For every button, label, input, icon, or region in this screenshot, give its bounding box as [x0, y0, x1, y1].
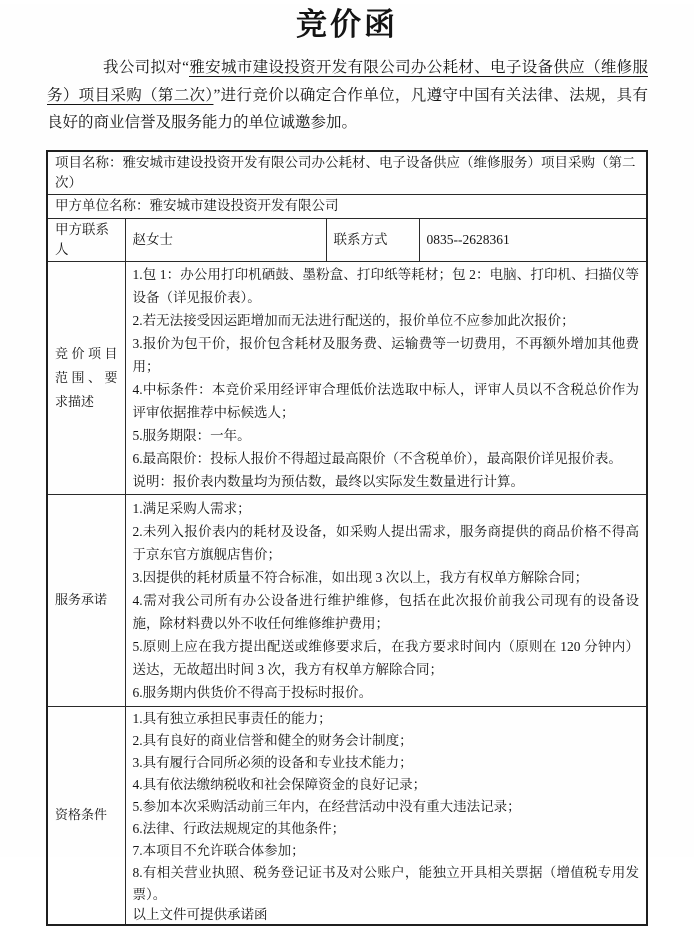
list-item: 4.具有依法缴纳税收和社会保障资金的良好记录；	[132, 776, 427, 792]
qualification-content-cell	[125, 706, 647, 925]
project-name-cell: 项目名称：雅安城市建设投资开发有限公司办公耗材、电子设备供应（维修服务）项目采购（第二次）	[47, 151, 647, 195]
list-item: 3.因提供的耗材质量不符合标准，如出现 3 次以上，我方有权单方解除合同；	[132, 569, 589, 585]
contact-label-cell: 甲方联系人	[47, 218, 125, 261]
scope-content-cell	[125, 261, 647, 494]
table-row	[47, 706, 647, 925]
qualification-label-cell: 资格条件	[47, 706, 125, 925]
intro-text: ”进行竞价以确定合作单位，凡遵守中国有关法律、法规，具有良好的商业信誉及服务能力的单位诚邀参加。	[47, 86, 648, 131]
contact-method-label-cell: 联系方式	[326, 218, 419, 261]
bid-info-table	[46, 150, 648, 926]
list-item: 6.最高限价：投标人报价不得超过最高限价（不含税单价），最高限价详见报价表。	[132, 450, 622, 466]
table-row	[47, 494, 647, 706]
list-item: 8.有相关营业执照、税务登记证书及对公账户，能独立开具相关票据（增值税专用发票）。	[132, 864, 639, 902]
table-row	[47, 194, 647, 218]
document-title: 竞价函	[296, 7, 398, 42]
list-item: 3.具有履行合同所必须的设备和专业技术能力；	[132, 754, 413, 770]
list-item: 2.若无法接受因运距增加而无法进行配送的，报价单位不应参加此次报价；	[132, 312, 575, 328]
list-item: 4.需对我公司所有办公设备进行维护维修，包括在此次报价前我公司现有的设备设施，除材料费以外不收任何维修维护费用；	[132, 592, 639, 631]
list-item: 1.满足采购人需求；	[132, 500, 251, 516]
table-row	[47, 151, 647, 195]
list-item: 4.中标条件：本竞价采用经评审合理低价法选取中标人，评审人员以不含税总价作为评审依据推荐中标候选人；	[132, 381, 639, 420]
document-page	[0, 4, 694, 922]
list-item: 2.具有良好的商业信誉和健全的财务会计制度；	[132, 732, 413, 748]
contact-phone-cell: 0835--2628361	[419, 218, 647, 261]
list-item: 说明：报价表内数量均为预估数，最终以实际发生数量进行计算。	[132, 473, 524, 489]
service-label-cell: 服务承诺	[47, 494, 125, 706]
intro-paragraph	[47, 54, 648, 137]
list-item: 2.未列入报价表内的耗材及设备，如采购人提出需求，服务商提供的商品价格不得高于京东官方旗舰店售价；	[132, 523, 639, 562]
table-row	[47, 261, 647, 494]
list-item: 3.报价为包干价，报价包含耗材及服务费、运输费等一切费用，不再额外增加其他费用；	[132, 335, 639, 374]
list-item: 6.服务期内供货价不得高于投标时报价。	[132, 684, 373, 700]
table-row	[47, 218, 647, 261]
list-item: 1.具有独立承担民事责任的能力；	[132, 710, 332, 726]
list-item: 5.原则上应在我方提出配送或维修要求后，在我方要求时间内（原则在 120 分钟内）送达，无故超出时间 3 次，我方有权单方解除合同；	[132, 638, 639, 677]
party-a-name-cell: 甲方单位名称：雅安城市建设投资开发有限公司	[47, 194, 647, 218]
service-content-cell	[125, 494, 647, 706]
list-item: 5.参加本次采购活动前三年内，在经营活动中没有重大违法记录；	[132, 798, 521, 814]
list-item: 5.服务期限：一年。	[132, 427, 251, 443]
qualification-items	[133, 708, 640, 906]
qualification-footnote: 以上文件可提供承诺函	[132, 906, 268, 922]
list-item: 6.法律、行政法规规定的其他条件；	[132, 820, 346, 836]
list-item: 7.本项目不允许联合体参加；	[132, 842, 305, 858]
list-item: 1.包 1：办公用打印机硒鼓、墨粉盒、打印纸等耗材；包 2：电脑、打印机、扫描仪等设备（详见报价表）。	[132, 266, 639, 305]
contact-name-cell: 赵女士	[125, 218, 326, 261]
scope-label-cell: 竞价项目范围、要求描述	[47, 261, 125, 494]
intro-text: 我公司拟对“	[103, 59, 190, 76]
project-name-underlined: 雅安城市建设投资开发有限公司办公耗材、电子设备供应（维修服务）项目采购（第二次）	[47, 59, 648, 104]
